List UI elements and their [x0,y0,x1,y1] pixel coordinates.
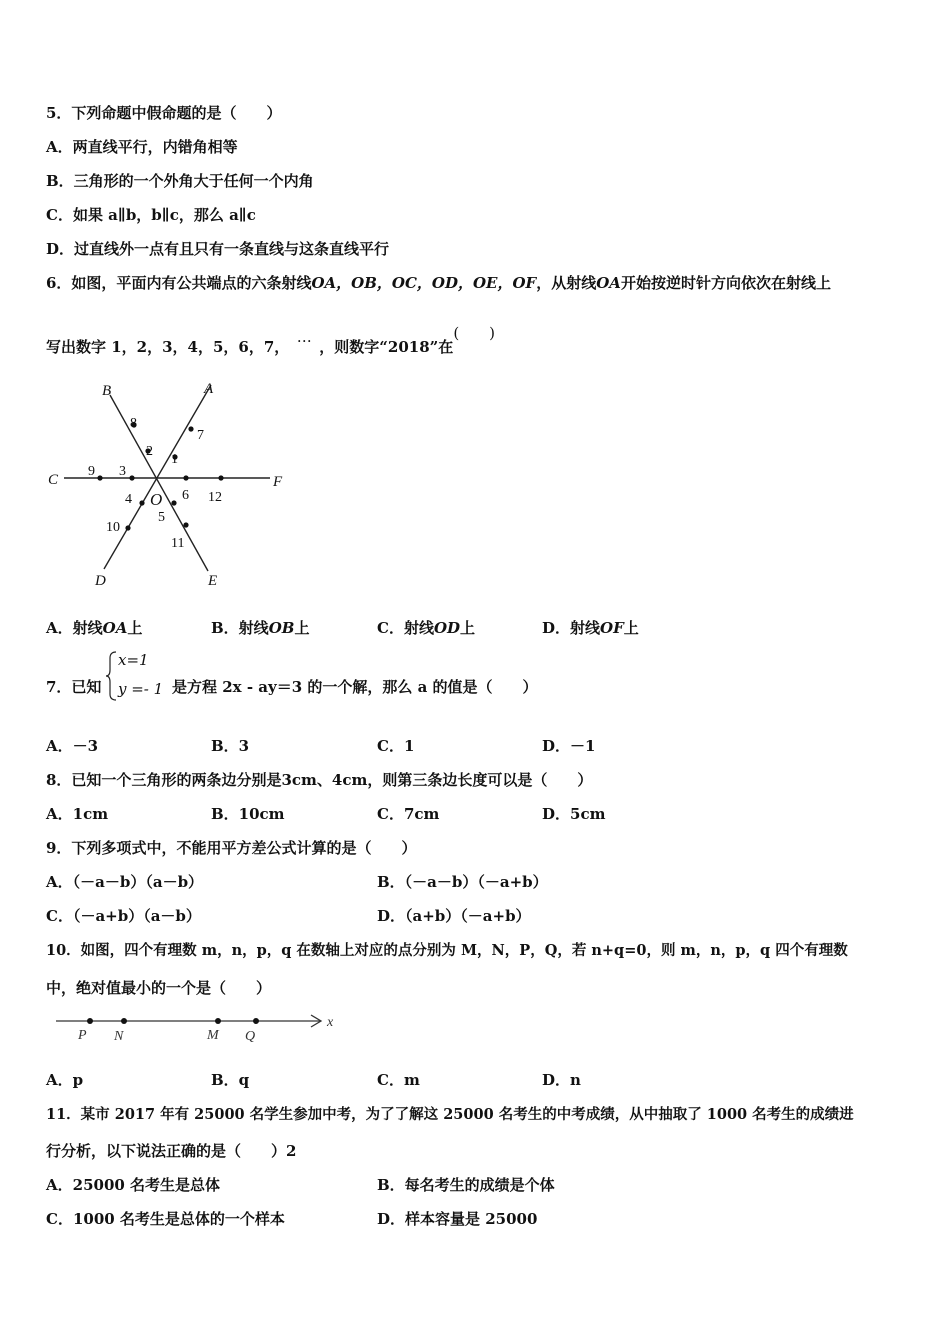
num-9: 9 [88,464,95,479]
q5-option-c: C．如果 a∥b，b∥c，那么 a∥c [46,206,256,224]
label-q: Q [245,1029,256,1044]
q6-option-a: A．射线OA上 [46,619,143,637]
num-7: 7 [197,428,204,443]
num-6: 6 [182,488,189,503]
line-be [110,395,208,571]
q5-stem: 5．下列命题中假命题的是（ ） [46,104,282,122]
q7-stem: 是方程 2x - ay＝3 的一个解，那么 a 的值是（ ） [172,678,538,696]
q10-option-c: C．m [377,1071,420,1089]
label-c: C [48,472,59,488]
q10-stem-line1: 10．如图，四个有理数 m，n，p，q 在数轴上对应的点分别为 M，N，P，Q，若 n+q=0，则 m，n，p，q 四个有理数 [46,942,848,959]
q7-pre: 7．已知 [46,678,102,696]
q8-option-c: C．7cm [377,805,440,823]
q6-rays: OA，OB，OC，OD，OE，OF [311,274,537,292]
label-m: M [207,1028,219,1043]
q6-paren: ( ) [453,324,496,342]
q11-option-b: B．每名考生的成绩是个体 [377,1176,555,1194]
q10-stem-line2: 中，绝对值最小的一个是（ ） [46,979,272,997]
q9-option-c: C．（－a+b）（a－b） [46,907,201,925]
q6-option-b: B．射线OB上 [211,619,310,637]
num-11: 11 [171,536,185,551]
label-b: B [102,383,112,399]
q10-option-d: D．n [542,1071,581,1089]
q9-option-a: A．（－a－b）（a－b） [46,873,204,891]
q5-option-d: D．过直线外一点有且只有一条直线与这条直线平行 [46,240,390,258]
num-4: 4 [125,492,132,507]
q11-option-d: D．样本容量是 25000 [377,1210,538,1228]
point-p [87,1018,93,1024]
q5-option-b: B．三角形的一个外角大于任何一个内角 [46,172,314,190]
q9-option-b: B．（－a－b）（－a+b） [377,873,548,891]
q7-option-c: C．1 [377,737,415,755]
q7-system-eq1: x=1 [118,651,149,669]
q5-option-a: A．两直线平行，内错角相等 [46,138,238,156]
q8-option-a: A．1cm [46,805,109,823]
q9-stem: 9．下列多项式中，不能用平方差公式计算的是（ ） [46,839,417,857]
q6-stem: 6．如图，平面内有公共端点的六条射线OA，OB，OC，OD，OE，OF，从射线OA开始按逆时针方向依次在射线上 [46,274,831,292]
num-3: 3 [119,464,126,479]
q11-option-a: A．25000 名考生是总体 [46,1176,221,1194]
label-x: x [327,1015,334,1030]
q7-option-d: D．－1 [542,737,596,755]
q8-option-d: D．5cm [542,805,606,823]
label-f: F [273,474,283,490]
q7-option-b: B．3 [211,737,250,755]
q10-option-b: B．q [211,1071,250,1089]
q11-stem-line2: 行分析，以下说法正确的是（ ）2 [46,1142,297,1160]
label-d: D [95,573,106,589]
q7-system-eq2: y =- 1 [118,680,164,698]
num-8: 8 [130,416,137,431]
q6-ellipsis: … [296,328,312,346]
q10-option-a: A．p [46,1071,84,1089]
point-q [253,1018,259,1024]
q6-rays-figure [40,375,300,595]
num-1: 1 [171,452,178,467]
q7-option-a: A．－3 [46,737,99,755]
label-e: E [208,573,218,589]
label-o: O [150,490,163,509]
q7-system-brace [104,650,118,702]
label-a: A [204,381,214,397]
q9-option-d: D．（a+b）（－a+b） [377,907,531,925]
label-p: P [78,1028,87,1043]
num-5: 5 [158,510,165,525]
q11-option-c: C．1000 名考生是总体的一个样本 [46,1210,285,1228]
point-m [215,1018,221,1024]
label-n: N [114,1029,124,1044]
q6-option-d: D．射线OF上 [542,619,639,637]
q8-option-b: B．10cm [211,805,285,823]
q6-stem-line2: 写出数字 1，2，3，4，5，6，7，…，则数字“2018”在( ) [46,324,496,356]
num-12: 12 [208,490,222,505]
q11-stem-line1: 11．某市 2017 年有 25000 名学生参加中考，为了了解这 25000 名考生的中考成绩，从中抽取了 1000 名考生的成绩进 [46,1106,854,1123]
point-n [121,1018,127,1024]
q6-option-c: C．射线OD上 [377,619,476,637]
num-10: 10 [106,520,120,535]
num-2: 2 [146,444,153,459]
q8-stem: 8．已知一个三角形的两条边分别是3cm、4cm，则第三条边长度可以是（ ） [46,771,593,789]
q10-number-line [52,1010,342,1046]
